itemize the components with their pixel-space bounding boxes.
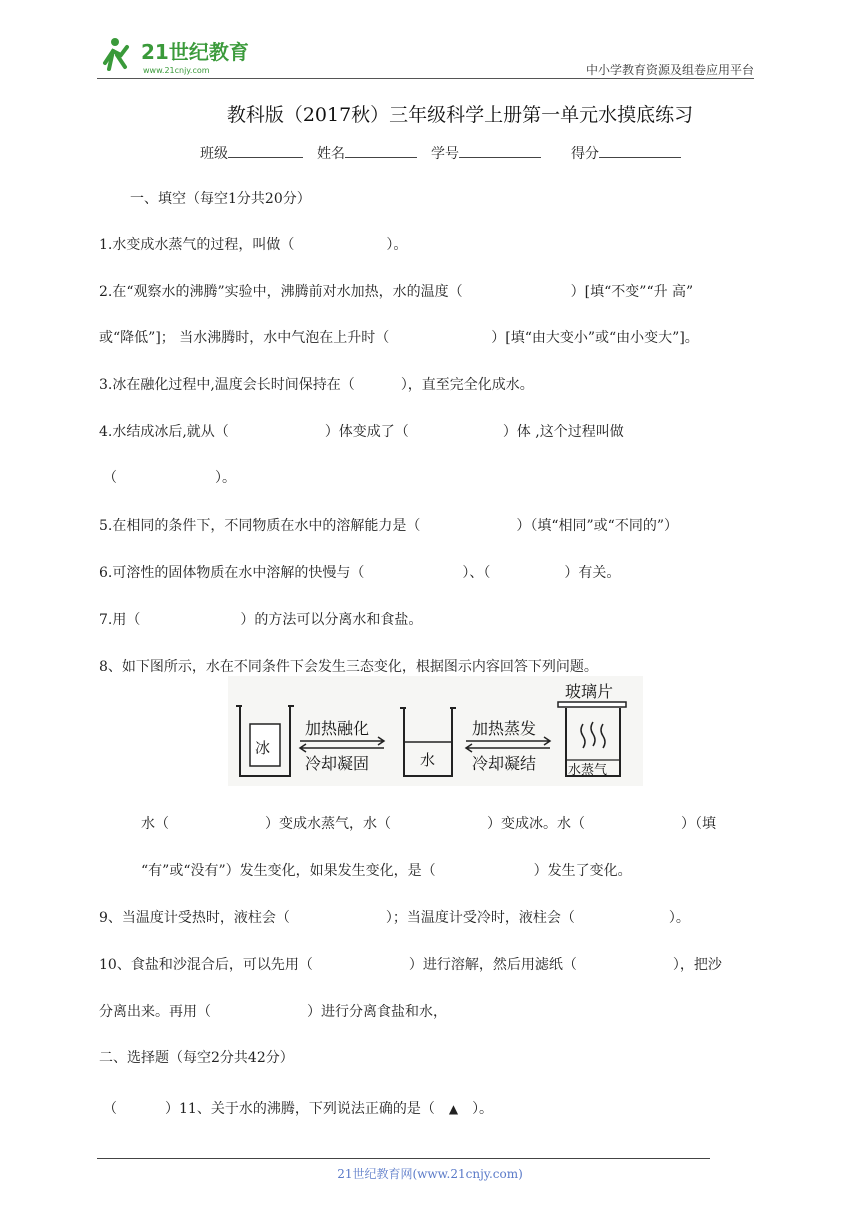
question-4-line2	[103, 467, 236, 487]
q11-text-b: ）11、关于水的沸腾，下列说法正确的是（	[165, 1101, 435, 1117]
question-8-intro: 8、如下图所示，水在不同条件下会发生三态变化，根据图示内容回答下列问题。	[99, 659, 598, 675]
question-3	[99, 374, 534, 394]
question-8-line2	[141, 860, 632, 880]
q6-text-c: ）有关。	[564, 565, 621, 581]
glass-plate-label: 玻璃片	[565, 682, 614, 701]
q7-text-b: ）的方法可以分离水和食盐。	[240, 612, 423, 628]
question-5	[99, 515, 678, 535]
q1-text-b: ）。	[386, 237, 408, 253]
name-field	[317, 143, 417, 163]
header-platform-text: 中小学教育资源及组卷应用平台	[585, 63, 754, 77]
glass-plate	[558, 702, 626, 707]
q3-text-a: 3.冰在融化过程中,温度会长时间保持在（	[99, 377, 355, 393]
q4-text-e: ）。	[215, 470, 236, 486]
q8-text-d: ）（填	[681, 816, 716, 832]
question-10-line2	[99, 1001, 447, 1021]
number-field	[431, 143, 541, 163]
water-label: 水	[420, 751, 436, 769]
q10-text-c: ），把沙	[672, 957, 722, 973]
q6-text-b: ）、（	[462, 565, 491, 581]
question-8-line1	[141, 813, 716, 833]
name-label: 姓名	[317, 146, 345, 162]
site-logo	[97, 33, 257, 77]
name-blank[interactable]	[345, 143, 417, 158]
q4-text-b: ）体变成了（	[324, 424, 409, 440]
q10-text-b: ）进行溶解，然后用滤纸（	[408, 957, 577, 973]
logo-url: www.21cnjy.com	[143, 66, 210, 75]
student-info-row	[200, 143, 681, 163]
q4-text-c: ）体 ,这个过程叫做	[502, 424, 624, 440]
question-4-line1	[99, 421, 624, 441]
class-label: 班级	[200, 146, 228, 162]
heat-melt-label: 加热融化	[305, 719, 370, 738]
runner-icon	[105, 38, 127, 69]
score-blank[interactable]	[599, 143, 681, 158]
q9-text-b: ）；当温度计受冷时，液柱会（	[385, 910, 575, 926]
q4-text-a: 4.水结成冰后,就从（	[99, 424, 229, 440]
q10-text-d: 分离出来。再用（	[99, 1004, 211, 1020]
question-9	[99, 907, 690, 927]
water-states-figure	[228, 676, 643, 786]
q5-text-b: ）（填“相同”或“不同的”）	[516, 518, 678, 534]
page-title: 教科版（2017秋）三年级科学上册第一单元水摸底练习	[226, 104, 694, 126]
question-6	[99, 562, 620, 582]
q9-text-a: 9、当温度计受热时，液柱会（	[99, 910, 290, 926]
question-11	[103, 1098, 493, 1118]
question-2-line1	[99, 281, 693, 301]
cool-solidify-label: 冷却凝固	[305, 754, 370, 773]
q2-text-c: 或“降低”]； 当水沸腾时，水中气泡在上升时（	[99, 330, 390, 346]
q8-text-e: “有”或“没有”）发生变化，如果发生变化，是（	[141, 863, 436, 879]
q8-text-a: 水（	[141, 816, 169, 832]
question-7	[99, 609, 422, 629]
q2-text-a: 2.在“观察水的沸腾”实验中，沸腾前对水加热，水的温度（	[99, 284, 463, 300]
heat-evaporate-label: 加热蒸发	[472, 719, 537, 738]
q10-text-e: ）进行分离食盐和水，	[307, 1004, 447, 1020]
q5-text-a: 5.在相同的条件下，不同物质在水中的溶解能力是（	[99, 518, 421, 534]
q4-text-d: （	[103, 470, 117, 486]
q9-text-c: ）。	[668, 910, 690, 926]
q1-text-a: 1.水变成水蒸气的过程，叫做（	[99, 237, 295, 253]
question-1	[99, 234, 407, 254]
section2-heading: 二、选择题（每空2分共42分）	[99, 1050, 294, 1066]
q2-text-b: ）[填“不变”“升 高”	[570, 284, 694, 300]
number-blank[interactable]	[459, 143, 541, 158]
triangle-marker-icon: ▲	[448, 1102, 459, 1116]
number-label: 学号	[431, 146, 459, 162]
class-blank[interactable]	[228, 143, 303, 158]
q8-text-f: ）发生了变化。	[533, 863, 632, 879]
question-2-line2	[99, 327, 699, 347]
q8-text-c: ）变成冰。水（	[487, 816, 585, 832]
q11-text-c: ）。	[472, 1101, 494, 1117]
ice-label: 冰	[255, 739, 271, 757]
q10-text-a: 10、食盐和沙混合后，可以先用（	[99, 957, 313, 973]
score-label: 得分	[571, 146, 599, 162]
q11-text-a: （	[103, 1101, 117, 1117]
score-field	[571, 143, 681, 163]
vapor-label: 水蒸气	[568, 763, 608, 778]
q7-text-a: 7.用（	[99, 612, 141, 628]
header-rule	[97, 78, 754, 79]
q2-text-d: ）[填“由大变小”或“由小变大”]。	[491, 330, 699, 346]
cool-condense-label: 冷却凝结	[472, 754, 537, 773]
footer-rule	[97, 1158, 710, 1159]
question-10-line1	[99, 954, 722, 974]
q6-text-a: 6.可溶性的固体物质在水中溶解的快慢与（	[99, 565, 365, 581]
logo-text: 21世纪教育	[141, 40, 249, 64]
footer-text[interactable]: 21世纪教育网(www.21cnjy.com)	[337, 1167, 523, 1181]
section1-heading: 一、填空（每空1分共20分）	[130, 191, 311, 207]
q8-text-b: ）变成水蒸气，水（	[265, 816, 391, 832]
q3-text-b: ），直至完全化成水。	[400, 377, 534, 393]
class-field	[200, 143, 303, 163]
